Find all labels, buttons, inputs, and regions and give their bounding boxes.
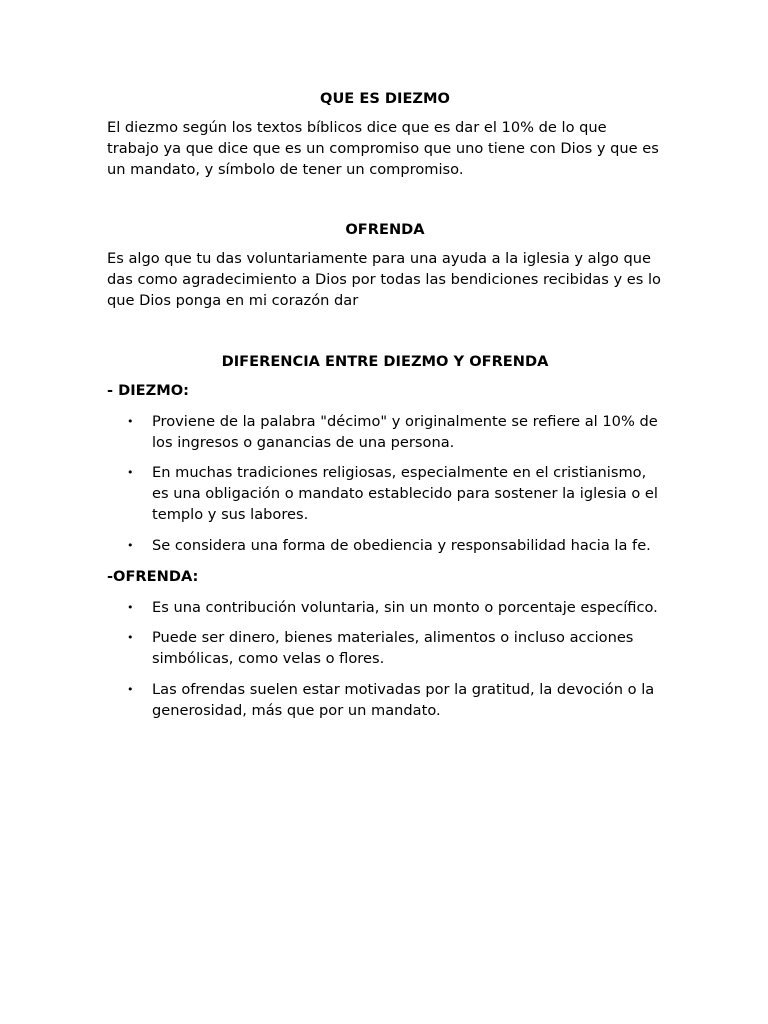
- bullet-icon: •: [127, 538, 134, 552]
- section-title-diferencia: DIFERENCIA ENTRE DIEZMO Y OFRENDA: [221, 352, 549, 370]
- group-label-diezmo: - DIEZMO:: [107, 381, 189, 399]
- bullet-icon: •: [127, 631, 134, 645]
- list-item-text: Se considera una forma de obediencia y responsabilidad hacia la fe.: [152, 536, 651, 554]
- paragraph-ofrenda-definition: Es algo que tu das voluntariamente para una ayuda a la iglesia y algo que das como agradecimiento a Dios por todas las bendiciones recibidas y es lo que Dios ponga en mi corazón dar: [107, 250, 661, 309]
- group-label-ofrenda: -OFRENDA:: [107, 567, 199, 585]
- bullet-icon: •: [127, 466, 134, 480]
- list-item: [107, 536, 663, 557]
- list-item: [107, 628, 663, 670]
- list-item: [107, 598, 663, 619]
- list-item-text: Es una contribución voluntaria, sin un monto o porcentaje específico.: [152, 598, 658, 616]
- list-item-text: En muchas tradiciones religiosas, especialmente en el cristianismo, es una obligación o mandato establecido para sostener la iglesia o el templo y sus labores.: [152, 464, 658, 523]
- list-item-text: Proviene de la palabra "décimo" y originalmente se refiere al 10% de los ingresos o ganancias de una persona.: [152, 412, 658, 451]
- list-item-text: Puede ser dinero, bienes materiales, alimentos o incluso acciones simbólicas, como velas o flores.: [152, 629, 634, 668]
- list-item: [107, 680, 663, 722]
- bullet-icon: •: [127, 600, 134, 614]
- list-item-text: Las ofrendas suelen estar motivadas por la gratitud, la devoción o la generosidad, más que por un mandato.: [152, 680, 655, 719]
- bullet-icon: •: [127, 414, 134, 428]
- section-title-ofrenda: OFRENDA: [345, 221, 425, 239]
- section-title-que-es-diezmo: QUE ES DIEZMO: [320, 90, 450, 107]
- bullet-list-diezmo: [107, 412, 663, 557]
- document-page: [107, 89, 663, 732]
- bullet-icon: •: [127, 682, 134, 696]
- bullet-list-ofrenda: [107, 598, 663, 722]
- list-item: [107, 463, 663, 525]
- paragraph-diezmo-definition: El diezmo según los textos bíblicos dice que es dar el 10% de lo que trabajo ya que dice que es un compromiso que uno tiene con Dios y que es un mandato, y símbolo de tener un compromiso.: [107, 119, 659, 178]
- list-item: [107, 412, 663, 454]
